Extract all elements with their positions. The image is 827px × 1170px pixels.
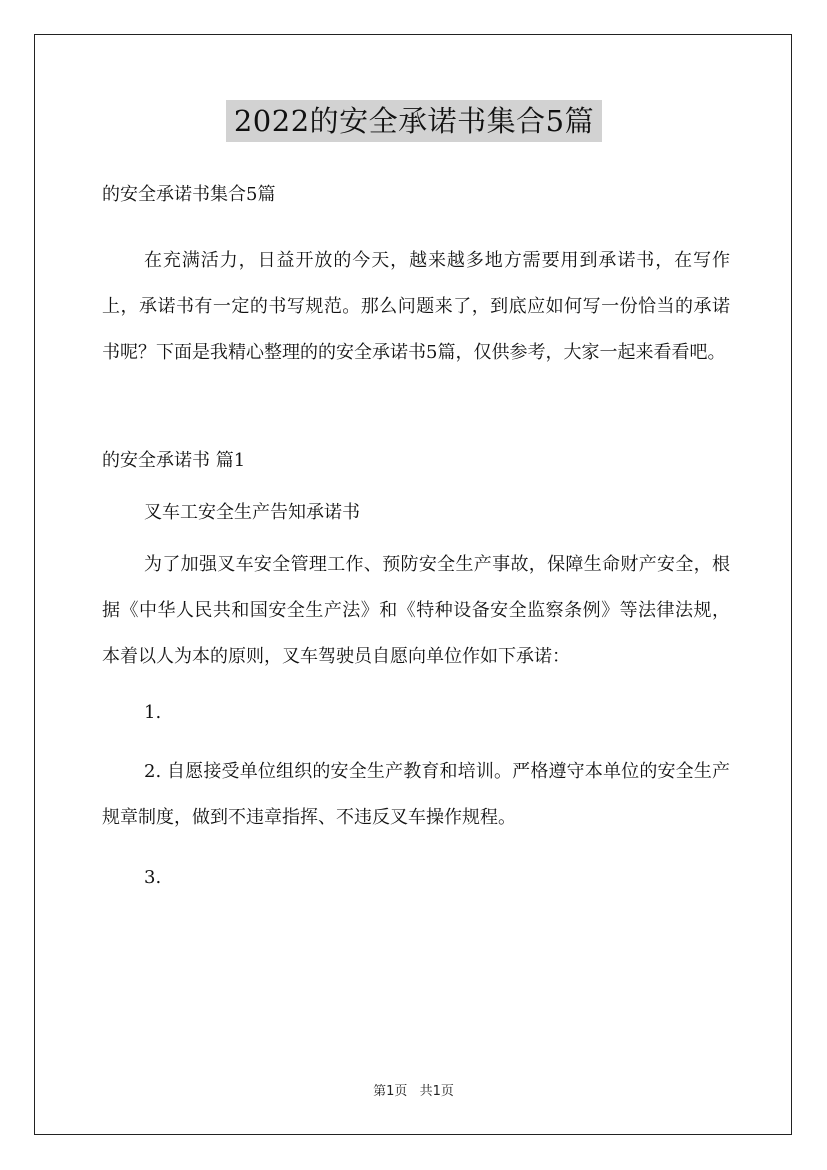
document-subtitle: 的安全承诺书集合5篇	[102, 184, 276, 205]
list-item: 3.	[144, 867, 162, 888]
letter-title: 叉车工安全生产告知承诺书	[144, 502, 360, 523]
page-total: 共1页	[419, 1084, 454, 1099]
section-heading: 的安全承诺书 篇1	[102, 450, 246, 471]
page-number: 第1页	[373, 1084, 408, 1099]
letter-body-paragraph: 为了加强叉车安全管理工作、预防安全生产事故，保障生命财产安全，根据《中华人民共和国安全生产法》和《特种设备安全监察条例》等法律法规，本着以人为本的原则，叉车驾驶员自愿向单位作如下承诺：	[102, 554, 730, 667]
list-item: 2. 自愿接受单位组织的安全生产教育和培训。严格遵守本单位的安全生产规章制度，做到不违章指挥、不违反叉车操作规程。	[102, 761, 730, 828]
page-footer	[0, 1080, 827, 1099]
list-item: 1.	[144, 702, 162, 723]
document-title: 2022的安全承诺书集合5篇	[226, 100, 602, 142]
document-body	[102, 172, 730, 901]
intro-paragraph: 在充满活力，日益开放的今天，越来越多地方需要用到承诺书，在写作上，承诺书有一定的书写规范。那么问题来了，到底应如何写一份恰当的承诺书呢？下面是我精心整理的的安全承诺书5篇，仅供参考，大家一起来看看吧。	[102, 250, 730, 363]
